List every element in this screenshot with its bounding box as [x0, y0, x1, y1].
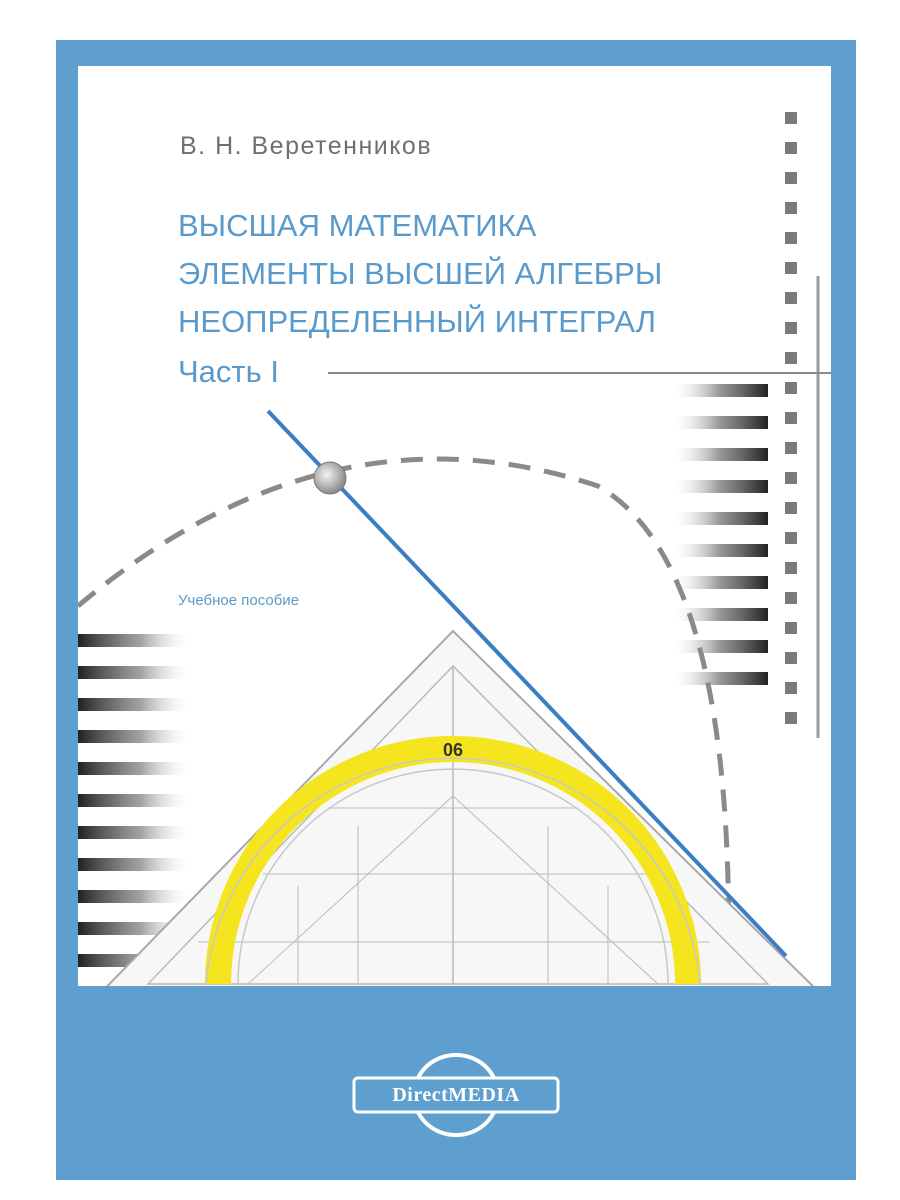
cover-panel	[78, 66, 831, 986]
title-line-4: Часть I	[178, 354, 279, 389]
protractor-label: 06	[442, 740, 464, 760]
book-cover	[56, 40, 856, 1180]
publisher-logo	[348, 1050, 564, 1140]
author-name: В. Н. Веретенников	[180, 132, 433, 160]
book-subtitle: Учебное пособие	[178, 592, 300, 609]
title-line-2: ЭЛЕМЕНТЫ ВЫСШЕЙ АЛГЕБРЫ	[178, 256, 663, 291]
set-square-illustration	[78, 66, 831, 986]
dot-column	[785, 112, 797, 724]
pivot-knob	[314, 462, 346, 494]
title-line-3: НЕОПРЕДЕЛЕННЫЙ ИНТЕГРАЛ	[178, 304, 656, 339]
right-stripes	[670, 384, 768, 685]
publisher-name: DirectMEDIA	[392, 1083, 520, 1106]
title-line-1: ВЫСШАЯ МАТЕМАТИКА	[178, 208, 537, 243]
